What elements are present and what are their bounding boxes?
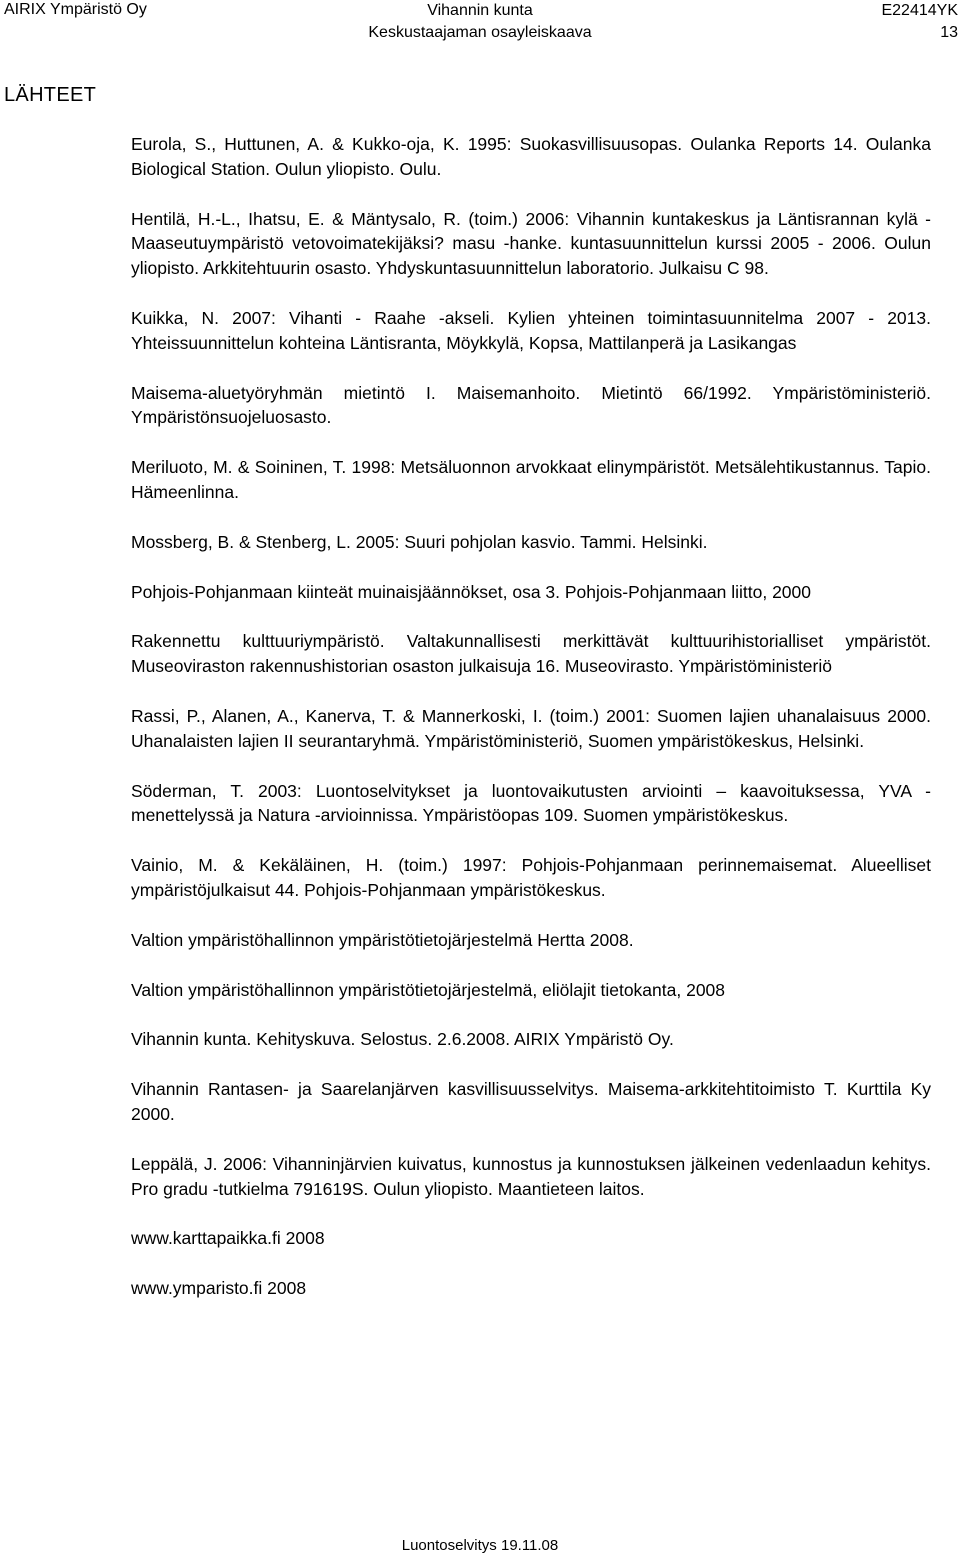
reference-item: Hentilä, H.-L., Ihatsu, E. & Mäntysalo, R. (toim.) 2006: Vihannin kuntakeskus ja Läntisrannan kylä - Maaseutuympäristö vetovoimatekijäksi? masu -hanke. kuntasuunnittelun kurssi 2005 - 2006. Oulun yliopisto. Arkkitehtuurin osasto. Yhdyskuntasuunnittelun laboratorio. Julkaisu C 98. xyxy=(131,208,931,279)
reference-item: Pohjois-Pohjanmaan kiinteät muinaisjäännökset, osa 3. Pohjois-Pohjanmaan liitto, 2000 xyxy=(131,581,811,602)
reference-item: Vihannin kunta. Kehityskuva. Selostus. 2.6.2008. AIRIX Ympäristö Oy. xyxy=(131,1029,674,1050)
reference-list xyxy=(131,132,931,1301)
reference-item: Leppälä, J. 2006: Vihanninjärvien kuivatus, kunnostus ja kunnostuksen jälkeinen vedenlaadun kehitys. Pro gradu -tutkielma 791619S. Oulun yliopisto. Maantieteen laitos. xyxy=(131,1153,931,1199)
header-page-number: 13 xyxy=(940,24,958,41)
reference-item: Kuikka, N. 2007: Vihanti - Raahe -akseli. Kylien yhteinen toimintasuunnitelma 2007 - 2013. Yhteissuunnittelun kohteina Läntisranta, Möykkylä, Kopsa, Mattilanperä ja Lasikangas xyxy=(131,307,931,353)
reference-item: Rakennettu kulttuuriympäristö. Valtakunnallisesti merkittävät kulttuurihistorialliset ympäristöt. Museoviraston rakennushistorian osaston julkaisuja 16. Museovirasto. Ympäristöministeriö xyxy=(131,631,931,677)
page-heading: LÄHTEET xyxy=(4,84,97,106)
reference-item: Valtion ympäristöhallinnon ympäristötietojärjestelmä Hertta 2008. xyxy=(131,929,634,950)
reference-item: Söderman, T. 2003: Luontoselvitykset ja luontovaikutusten arviointi – kaavoituksessa, YVA -menettelyssä ja Natura -arvioinnissa. Ympäristöopas 109. Suomen ympäristökeskus. xyxy=(131,780,931,826)
reference-link[interactable]: www.ymparisto.fi 2008 xyxy=(131,1278,307,1299)
header-plan: Keskustaajaman osayleiskaava xyxy=(368,24,592,41)
reference-item: Mossberg, B. & Stenberg, L. 2005: Suuri pohjolan kasvio. Tammi. Helsinki. xyxy=(131,531,708,552)
reference-item: Vainio, M. & Kekäläinen, H. (toim.) 1997: Pohjois-Pohjanmaan perinnemaisemat. Alueelliset ympäristöjulkaisut 44. Pohjois-Pohjanmaan ympäristökeskus. xyxy=(131,855,931,900)
header-municipality: Vihannin kunta xyxy=(427,2,533,19)
header-right xyxy=(881,0,958,44)
reference-item: Valtion ympäristöhallinnon ympäristötietojärjestelmä, eliölajit tietokanta, 2008 xyxy=(131,979,726,1000)
header-code: E22414YK xyxy=(881,2,958,19)
reference-link[interactable]: www.karttapaikka.fi 2008 xyxy=(131,1228,325,1249)
header-center xyxy=(0,0,960,44)
reference-item: Vihannin Rantasen- ja Saarelanjärven kasvillisuusselvitys. Maisema-arkkitehtitoimisto T. Kurttila Ky 2000. xyxy=(131,1079,931,1124)
reference-item: Eurola, S., Huttunen, A. & Kukko-oja, K. 1995: Suokasvillisuusopas. Oulanka Reports 14. Oulanka Biological Station. Oulun yliopisto. Oulu. xyxy=(131,134,931,179)
header-company: AIRIX Ympäristö Oy xyxy=(4,1,147,18)
reference-item: Rassi, P., Alanen, A., Kanerva, T. & Mannerkoski, I. (toim.) 2001: Suomen lajien uhanalaisuus 2000. Uhanalaisten lajien II seurantaryhmä. Ympäristöministeriö, Suomen ympäristökeskus, Helsinki. xyxy=(131,705,931,751)
reference-item: Maisema-aluetyöryhmän mietintö I. Maisemanhoito. Mietintö 66/1992. Ympäristöministeriö. Ympäristönsuojeluosasto. xyxy=(131,382,931,428)
reference-item: Meriluoto, M. & Soininen, T. 1998: Metsäluonnon arvokkaat elinympäristöt. Metsälehtikustannus. Tapio. Hämeenlinna. xyxy=(131,457,931,502)
page-header xyxy=(0,0,960,44)
page-footer: Luontoselvitys 19.11.08 xyxy=(401,1537,559,1554)
